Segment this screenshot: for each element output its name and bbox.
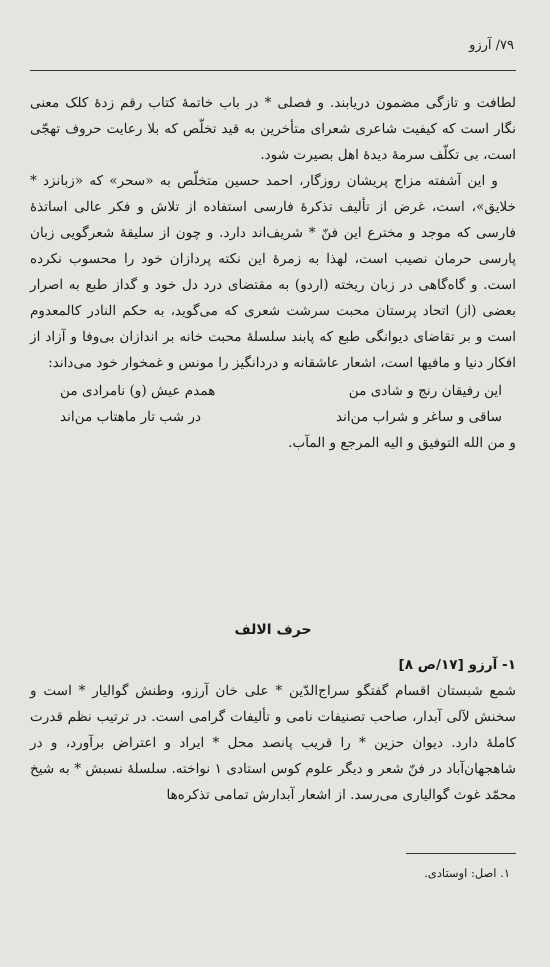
header-rule	[30, 70, 516, 71]
verse-line	[30, 378, 516, 404]
main-text	[30, 90, 516, 456]
verse-line	[30, 404, 516, 430]
footnote-rule	[406, 853, 516, 854]
closing-line: و من الله التوفیق و الیه المرجع و المآب.	[288, 435, 516, 451]
hemistich-right: این رفیقان رنج و شادی من	[348, 383, 502, 399]
entry-heading: ۱- آرزو [۱۷/ص ۸]	[398, 657, 516, 673]
hemistich-left: همدم عیش (و) نامرادی من	[60, 383, 216, 399]
entry	[30, 652, 516, 808]
paragraph: و این آشفته مزاج پریشان روزگار، احمد حسین متخلّص به «سحر» که «زبانزد * خلایق»، است، غرض از تألیف تذکرهٔ فارسی استفاده از تلاش و فکر عالی اساتذهٔ فارسی که موجد و مخترع این فنّ * شریف‌اند دارد. و چون از سلیقهٔ شعرگویی زبان پارسی حرمان نصیب است، لهذا به زمرهٔ این نکته پردازان خود را محسوب نکرده است. و گاه‌گاهی در زبان ریخته (اردو) به مقتضای درد دل خود و گداز طبع به اصرار بعضی (از) اتحاد پرستان محبت سرشت شعری که می‌گوید، به حکم النادر کالمعدوم است و بر تقاضای دیوانگی طبع که پابند سلسلهٔ محبت خانه بر اندازان بی‌وفا و آزاد از افکار دنیا و مافیها است، اشعار عاشقانه و دردانگیز را مونس و غمخوار خود می‌داند:	[30, 173, 516, 371]
running-head: ۷۹/ آرزو	[469, 38, 514, 53]
paragraph: لطافت و تازگی مضمون دریابند. و فصلی * در باب خاتمهٔ کتاب رقم زدهٔ کلک معنی نگار است که کیفیت شاعری شعرای متأخرین به قید تخلّص که بلا رعایت حروف تهجّی است، بی تکلّف سرمهٔ دیدهٔ اهل بصیرت شود.	[30, 95, 516, 163]
hemistich-left: در شب تار ماهتاب من‌اند	[60, 409, 202, 425]
section-title: حرف الالف	[234, 622, 312, 638]
entry-text: شمع شبستان اقسام گفتگو سراج‌الدّین * علی خان آرزو، وطنش گوالیار * است و سخنش لآلی آبدار، صاحب تصنیفات نامی و تألیفات گرامی است. در ترتیب نظم قدرت کاملهٔ دارد. دیوان حزین * را قریب پانصد محل * ایراد و اعتراض برآورد، و در شاهجهان‌آباد در فنّ شعر و دیگر علوم کوس استادی ۱ نواخته. سلسلهٔ نسبش * به شیخ محمّد غوث گوالیاری می‌رسد. از اشعار آبدارش تمامی تذکره‌ها	[30, 683, 516, 803]
hemistich-right: ساقی و ساغر و شراب من‌اند	[335, 409, 502, 425]
verse-block	[30, 378, 516, 430]
footnote: ۱. اصل: اوستادی.	[424, 866, 510, 880]
